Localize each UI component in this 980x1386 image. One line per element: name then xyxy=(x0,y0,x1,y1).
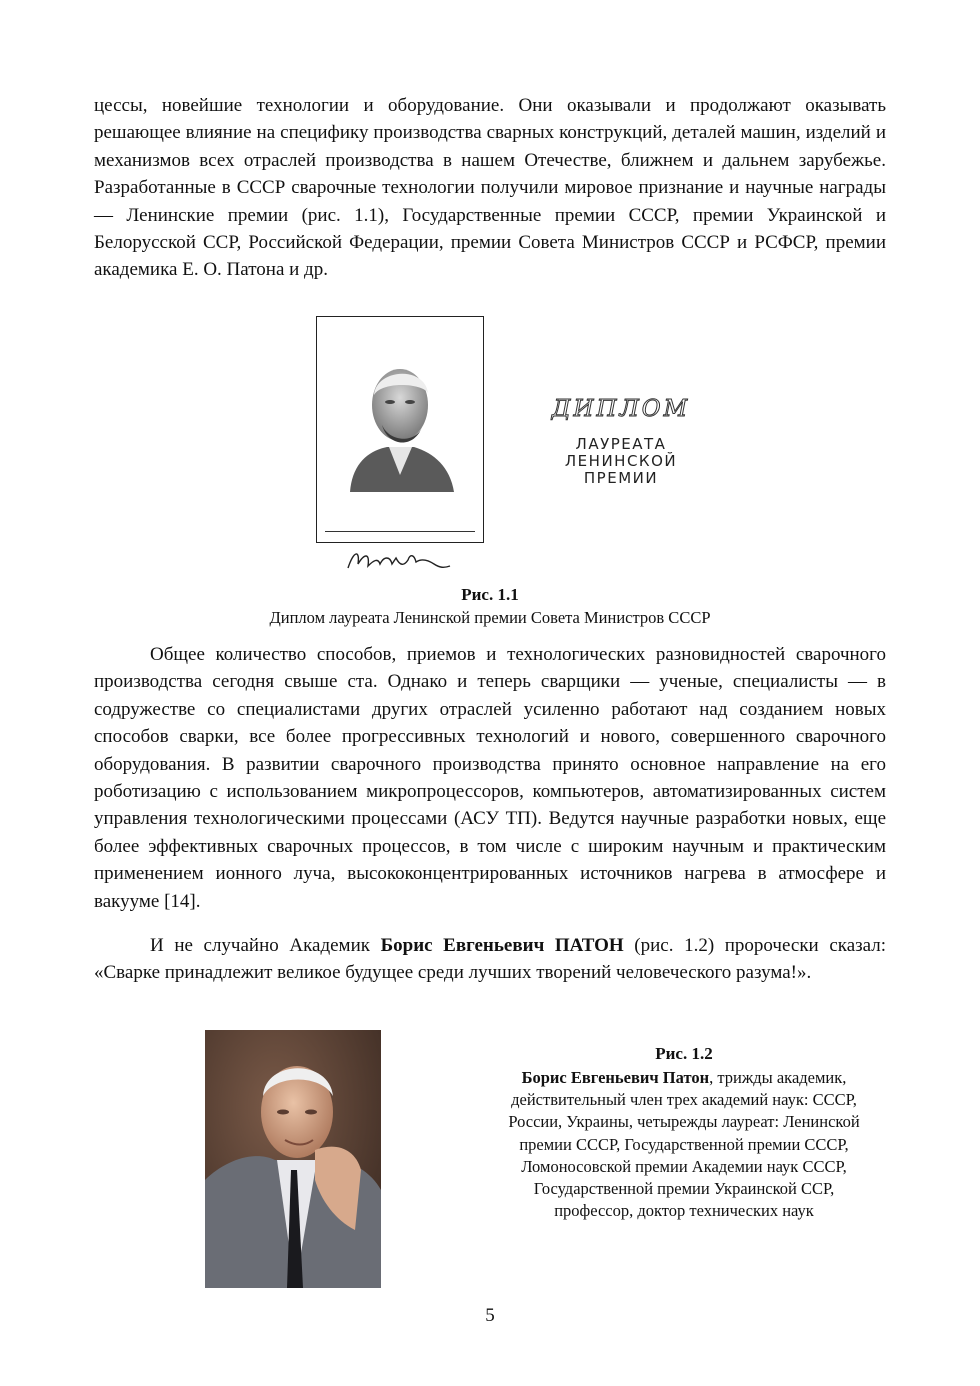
paragraph-1: цессы, новейшие технологии и оборудование. Они оказывали и продолжают оказывать решающее влияние на специфику производства сварных конструкций, деталей машин, изделий и механизмов всех отраслей производства в нашем Отечестве, ближнем и дальнем зарубежье. Разработанные в СССР сварочные технологии получили мировое признание и научные награды — Ленинские премии (рис. 1.1), Государственные премии СССР, премии Украинской и Белорусской ССР, Российской Федерации, премии Совета Министров СССР и РСФСР, премии академика Е. О. Патона и др. xyxy=(94,95,886,281)
figure-1-caption: Диплом лауреата Ленинской премии Совета Министров СССР xyxy=(269,608,711,627)
diploma-title: ДИПЛОМ xyxy=(551,396,691,422)
diploma-line-2: ЛЕНИНСКОЙ xyxy=(564,452,678,470)
figure-2-label: Рис. 1.2 xyxy=(655,1044,713,1063)
figure-2-caption-name: Борис Евгеньевич Патон xyxy=(521,1068,710,1087)
figure-1-label: Рис. 1.1 xyxy=(461,585,519,604)
paragraph-3-bold-name: Борис Евгеньевич ПАТОН xyxy=(380,935,624,956)
signature-icon xyxy=(344,546,454,576)
diploma-frame-line xyxy=(325,531,475,532)
figure-2-caption xyxy=(498,1067,870,1222)
paragraph-3-end: (рис. 1.2) пророчески сказал: «Сварке принадлежит великое будущее среди лучших творений человеческого разума!». xyxy=(94,935,886,984)
figure-1-diploma xyxy=(316,316,705,566)
portrait-engraving-icon xyxy=(342,347,457,492)
paragraph-3-start: И не случайно Академик xyxy=(150,935,381,956)
figure-2-caption-text: , трижды академик, действительный член трех академий наук: СССР, России, Украины, четырежды лауреат: Ленинской премии СССР, Государственной премии СССР, Ломоносовской премии Академии наук СССР, Государственной премии Украинской ССР, профессор, доктор технических наук xyxy=(508,1068,860,1221)
diploma-line-1: ЛАУРЕАТА xyxy=(575,435,667,453)
paragraph-3 xyxy=(94,932,886,987)
diploma-frame xyxy=(316,316,484,543)
portrait-photo-icon xyxy=(205,1030,381,1288)
diploma-line-3: ПРЕМИИ xyxy=(583,469,659,487)
paragraph-2: Общее количество способов, приемов и технологических разновидностей сварочного производства сегодня свыше ста. Однако и теперь сварщики — ученые, специалисты — в содружестве со специалистами других отраслей усиленно работают над созданием новых способов сварки, все более прогрессивных технологий и нового, совершенного сварочного оборудования. В развитии сварочного производства принято основное направление на его роботизацию с использованием микропроцессоров, компьютеров, автоматизированных систем управления технологическими процессами (АСУ ТП). Ведутся научные разработки новых, еще более эффективных сварочных процессов, в том числе с широким научным и практическим применением ионного луча, высококонцентрированных источников нагрева в атмосфере и вакууме [14]. xyxy=(94,644,886,912)
page-number: 5 xyxy=(485,1305,495,1326)
